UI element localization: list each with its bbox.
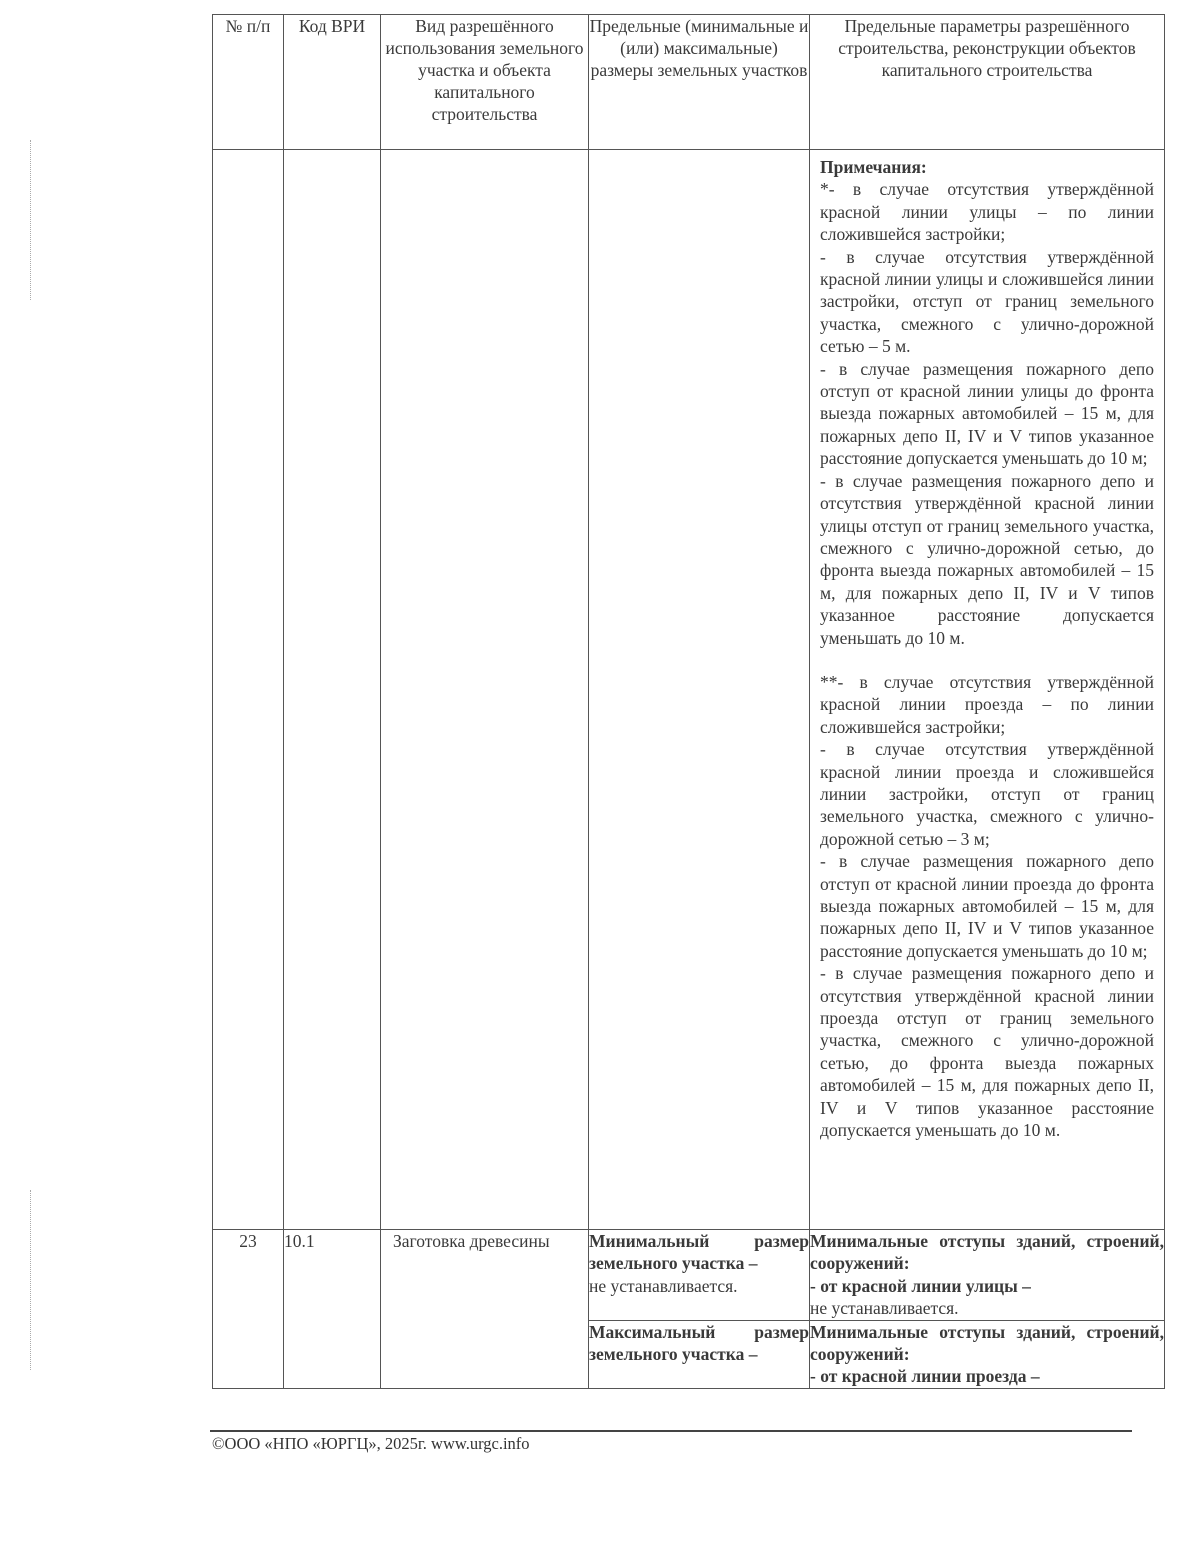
cell-empty	[589, 150, 810, 1230]
scan-margin-marks-lower	[30, 1190, 33, 1370]
min-size-label: Минимальный размер земельного участка –	[589, 1231, 809, 1274]
note-paragraph: - в случае размещения пожарного депо и отсутствия утверждённой красной линии проезда отступ от границ земельного участка, смежного с улично-дорожной сетью, до фронта выезда пожарных автомобилей – 15 м, для пожарных депо II, IV и V типов указанное расстояние допускается уменьшать до 10 м.	[820, 963, 1154, 1141]
header-number-text: № п/п	[225, 16, 271, 36]
row-number-text: 23	[239, 1231, 257, 1251]
notes-spacer	[820, 649, 1154, 671]
header-use-type-text: Вид разрешённого использования земельного участка и объекта капитального строительства	[385, 16, 584, 124]
min-size-cell	[589, 1230, 810, 1321]
row-use-name	[381, 1230, 589, 1389]
note-paragraph: - в случае размещения пожарного депо отступ от красной линии улицы до фронта выезда пожарных автомобилей – 15 м, для пожарных депо II, IV и V типов указанное расстояние допускается уменьшать до 10 м;	[820, 358, 1154, 469]
header-construction-params	[810, 15, 1165, 150]
cell-empty	[284, 150, 381, 1230]
row-number	[213, 1230, 284, 1389]
regulations-table	[212, 14, 1165, 1389]
table-header-row	[213, 15, 1165, 150]
header-plot-sizes	[589, 15, 810, 150]
note-paragraph: - в случае отсутствия утверждённой красной линии проезда и сложившейся линии застройки, отступ от границ земельного участка, смежного с улично-дорожной сетью – 3 м;	[820, 739, 1154, 849]
param2-label: Минимальные отступы зданий, строений, сооружений:	[810, 1321, 1164, 1365]
note-paragraph: *- в случае отсутствия утверждённой красной линии улицы – по линии сложившейся застройки;	[820, 179, 1154, 245]
header-code	[284, 15, 381, 150]
max-size-cell	[589, 1320, 810, 1388]
notes-title: Примечания:	[820, 157, 927, 177]
param2-item: - от красной линии проезда –	[810, 1366, 1040, 1387]
table-row-23	[213, 1230, 1165, 1321]
note-paragraph: - в случае размещения пожарного депо и отсутствия утверждённой красной линии улицы отступ от границ земельного участка, смежного с улично-дорожной сетью, до фронта выезда пожарных автомобилей – 15 м, для пожарных депо II, IV и V типов указанное расстояние допускается уменьшать до 10 м.	[820, 470, 1154, 648]
header-code-text: Код ВРИ	[298, 16, 366, 36]
min-size-value: не устанавливается.	[589, 1275, 738, 1296]
param1-value: не устанавливается.	[810, 1298, 959, 1319]
cell-empty	[381, 150, 589, 1230]
note-paragraph: - в случае размещения пожарного депо отступ от красной линии проезда до фронта выезда пожарных автомобилей – 15 м, для пожарных депо II, IV и V типов указанное расстояние допускается уменьшать до 10 м;	[820, 851, 1154, 961]
table-row-continued	[213, 150, 1165, 1230]
header-plot-sizes-text: Предельные (минимальные и (или) максимальные) размеры земельных участков	[589, 16, 809, 80]
row-code	[284, 1230, 381, 1389]
header-construction-params-text: Предельные параметры разрешённого строительства, реконструкции объектов капитального строительства	[838, 16, 1136, 80]
footer-divider	[210, 1430, 1132, 1432]
scan-margin-marks	[30, 140, 33, 300]
row-code-text: 10.1	[284, 1231, 315, 1251]
row-use-name-text: Заготовка древесины	[393, 1231, 550, 1251]
cell-empty	[213, 150, 284, 1230]
note-paragraph: **- в случае отсутствия утверждённой красной линии проезда – по линии сложившейся застройки;	[820, 671, 1154, 737]
param1-cell	[810, 1230, 1165, 1321]
notes-cell	[810, 150, 1165, 1230]
param1-item: - от красной линии улицы –	[810, 1275, 1031, 1296]
footer-copyright: ©ООО «НПО «ЮРГЦ», 2025г. www.urgc.info	[212, 1434, 530, 1453]
max-size-label: Максимальный размер земельного участка –	[589, 1321, 809, 1365]
header-number	[213, 15, 284, 150]
param1-label: Минимальные отступы зданий, строений, сооружений:	[810, 1231, 1164, 1274]
header-use-type	[381, 15, 589, 150]
notes-block	[810, 150, 1164, 1141]
param2-cell	[810, 1320, 1165, 1388]
note-paragraph: - в случае отсутствия утверждённой красной линии улицы и сложившейся линии застройки, отступ от границ земельного участка, смежного с улично-дорожной сетью – 5 м.	[820, 246, 1154, 357]
